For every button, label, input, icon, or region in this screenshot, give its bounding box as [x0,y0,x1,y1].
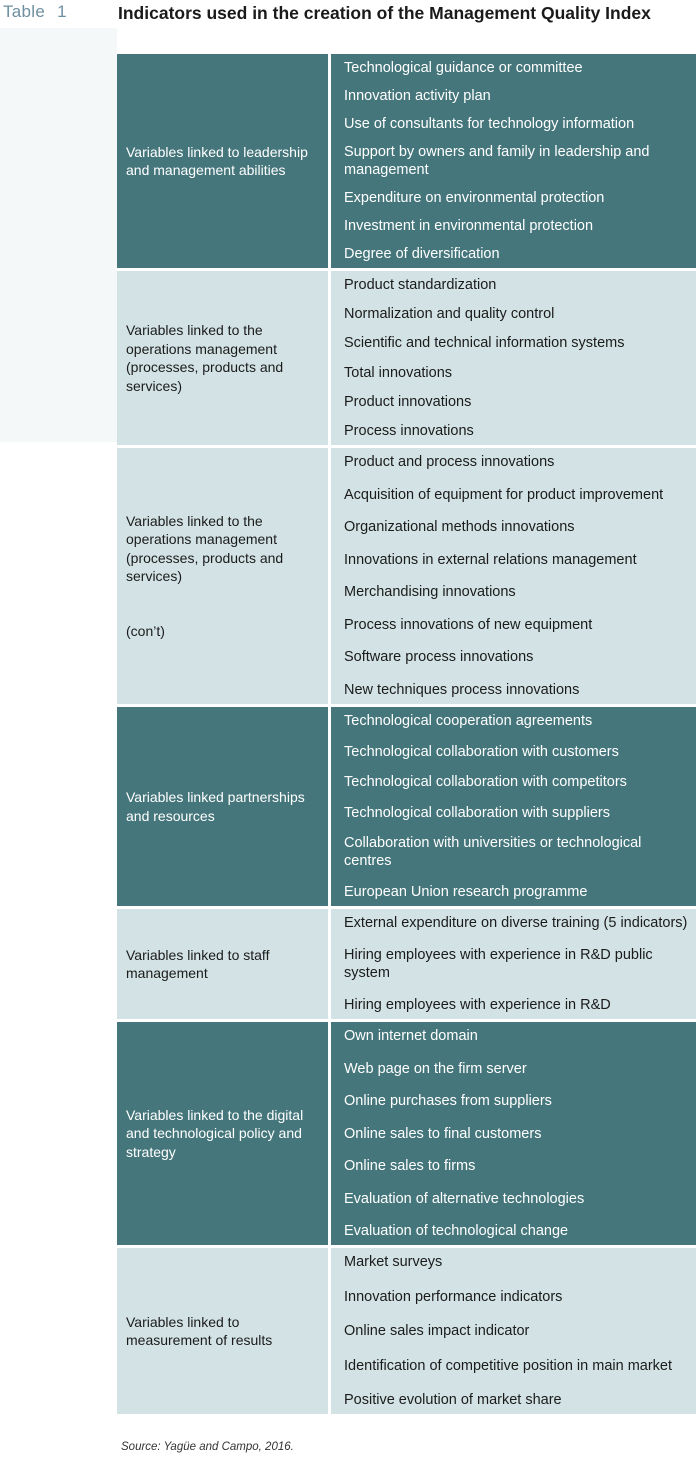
section-items-cell [328,909,696,1019]
section-label: Variables linked to the operations management (processes, products and services) [126,512,284,585]
indicator-item: Support by owners and family in leadership and management [344,144,650,178]
indicator-item: Organizational methods innovations [344,519,575,536]
indicator-item: Merchandising innovations [344,584,516,601]
section-label: Variables linked to staff management [126,946,270,981]
indicator-item: Collaboration with universities or technological centres [344,835,642,870]
table-number: 1 [57,2,67,21]
section-digital [117,1019,696,1245]
indicator-item: Technological cooperation agreements [344,713,593,729]
indicator-item: Evaluation of alternative technologies [344,1190,585,1207]
indicator-item: Online sales to firms [344,1158,476,1174]
indicator-item: Technological collaboration with competitors [344,774,627,791]
section-items-cell [328,1022,696,1245]
indicator-item: Process innovations [344,422,474,439]
section-results [117,1245,696,1414]
indicator-item: Technological guidance or committee [344,60,583,76]
indicator-item: Technological collaboration with customers [344,743,619,760]
section-items-cell [328,707,696,906]
section-items-cell [328,54,696,268]
indicator-item: Innovation performance indicators [344,1288,563,1305]
indicator-item: Identification of competitive position in main market [344,1357,673,1374]
section-label: Variables linked to the operations management (processes, products and services) [126,322,284,394]
section-items-cell [328,1248,696,1414]
section-staff [117,906,696,1019]
indicator-item: Hiring employees with experience in R&D [344,997,611,1013]
section-label-cell [117,54,328,268]
section-label-cell [117,1248,328,1414]
indicator-item: Innovation activity plan [344,88,491,104]
section-label-cell [117,707,328,906]
indicator-item: Evaluation of technological change [344,1223,569,1239]
indicator-item: Scientific and technical information systems [344,335,625,352]
left-margin-band [0,28,117,442]
indicator-item: Use of consultants for technology information [344,116,635,132]
indicator-item: Online sales to final customers [344,1125,542,1142]
indicator-item: Product and process innovations [344,454,555,470]
table-label-word: Table [3,2,46,21]
indicator-item: Online sales impact indicator [344,1323,530,1339]
section-label-cell [117,271,328,445]
indicator-item: Own internet domain [344,1028,478,1044]
section-label: Variables linked to the digital and technological policy and strategy [126,1106,304,1160]
section-leadership [117,51,696,268]
indicator-item: Degree of diversification [344,246,500,262]
section-partnerships [117,704,696,906]
indicator-item: Acquisition of equipment for product improvement [344,486,664,503]
indicator-item: Market surveys [344,1254,443,1270]
indicator-item: External expenditure on diverse training (5 indicators) [344,915,688,931]
indicator-item: Expenditure on environmental protection [344,190,605,206]
indicator-item: Web page on the firm server [344,1060,527,1077]
section-operations [117,268,696,445]
indicator-item: Positive evolution of market share [344,1392,562,1408]
indicator-item: Software process innovations [344,649,534,666]
table-label [3,2,67,22]
source-note: Source: Yagüe and Campo, 2016. [121,1441,294,1453]
indicator-item: Product standardization [344,277,497,293]
indicator-item: Hiring employees with experience in R&D public system [344,947,653,981]
indicator-item: Product innovations [344,393,472,410]
section-items-cell [328,448,696,704]
indicator-item: Process innovations of new equipment [344,616,593,633]
indicator-item: New techniques process innovations [344,681,580,698]
indicator-item: Total innovations [344,364,453,381]
continued-note: (con’t) [126,622,165,639]
section-label: Variables linked partnerships and resources [126,789,305,824]
section-label-cell [117,909,328,1019]
indicator-item: Normalization and quality control [344,306,555,323]
indicator-item: Investment in environmental protection [344,218,594,234]
section-operations-continued [117,445,696,704]
section-label-cell [117,1022,328,1245]
indicator-item: European Union research programme [344,883,588,900]
section-items-cell [328,271,696,445]
section-label-cell [117,448,328,704]
section-label: Variables linked to leadership and management abilities [126,143,308,178]
section-label: Variables linked to measurement of results [126,1313,273,1348]
table-title: Indicators used in the creation of the Management Quality Index [118,3,651,23]
indicators-table [117,51,696,1414]
indicator-item: Innovations in external relations management [344,551,637,568]
indicator-item: Technological collaboration with suppliers [344,804,610,821]
indicator-item: Online purchases from suppliers [344,1093,552,1109]
